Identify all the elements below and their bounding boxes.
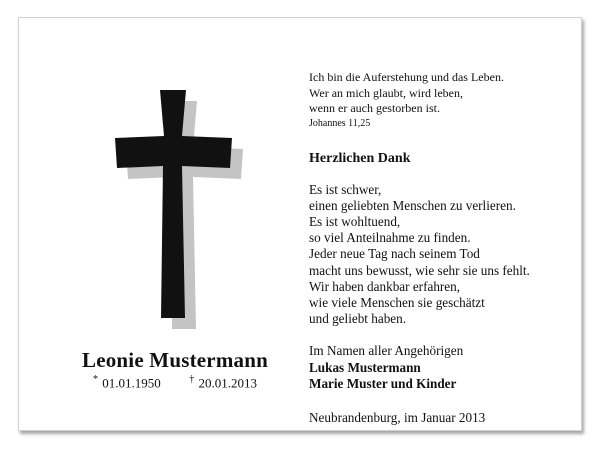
birth-date: 01.01.1950 — [102, 375, 161, 391]
notice-heading: Herzlichen Dank — [309, 150, 411, 166]
cross-icon — [115, 90, 245, 330]
body-line: macht uns bewusst, wie sehr sie uns fehlt. — [309, 262, 530, 278]
birth-symbol: * — [93, 374, 98, 385]
body-line: Es ist schwer, — [309, 181, 382, 197]
bible-verse — [309, 70, 589, 117]
signature-intro: Im Namen aller Angehörigen — [309, 343, 464, 359]
verse-reference: Johannes 11,25 — [309, 117, 371, 129]
notice-text — [309, 70, 589, 426]
signature-block — [309, 343, 589, 392]
body-line: Jeder neue Tag nach seinem Tod — [309, 246, 480, 262]
body-line: wie viele Menschen sie geschätzt — [309, 294, 485, 310]
body-line: Wir haben dankbar erfahren, — [309, 278, 461, 294]
verse-line: Ich bin die Auferstehung und das Leben. — [309, 70, 504, 84]
body-line: und geliebt haben. — [309, 311, 407, 327]
death-date: 20.01.2013 — [198, 375, 257, 391]
body-line: so viel Anteilnahme zu finden. — [309, 230, 471, 246]
signature-name: Lukas Mustermann — [309, 359, 421, 375]
cross-body — [115, 90, 232, 318]
notice-body — [309, 182, 589, 328]
verse-line: wenn er auch gestorben ist. — [309, 101, 440, 115]
body-line: Es ist wohltuend, — [309, 213, 401, 229]
death-symbol: † — [189, 374, 195, 385]
verse-line: Wer an mich glaubt, wird leben, — [309, 85, 463, 100]
place-date: Neubrandenburg, im Januar 2013 — [309, 409, 486, 425]
obituary-card — [18, 17, 582, 431]
body-line: einen geliebten Menschen zu verlieren. — [309, 197, 516, 213]
life-dates — [55, 374, 295, 391]
cross-graphic — [115, 90, 245, 330]
deceased-name: Leonie Mustermann — [82, 348, 268, 372]
signature-name: Marie Muster und Kinder — [309, 375, 457, 391]
